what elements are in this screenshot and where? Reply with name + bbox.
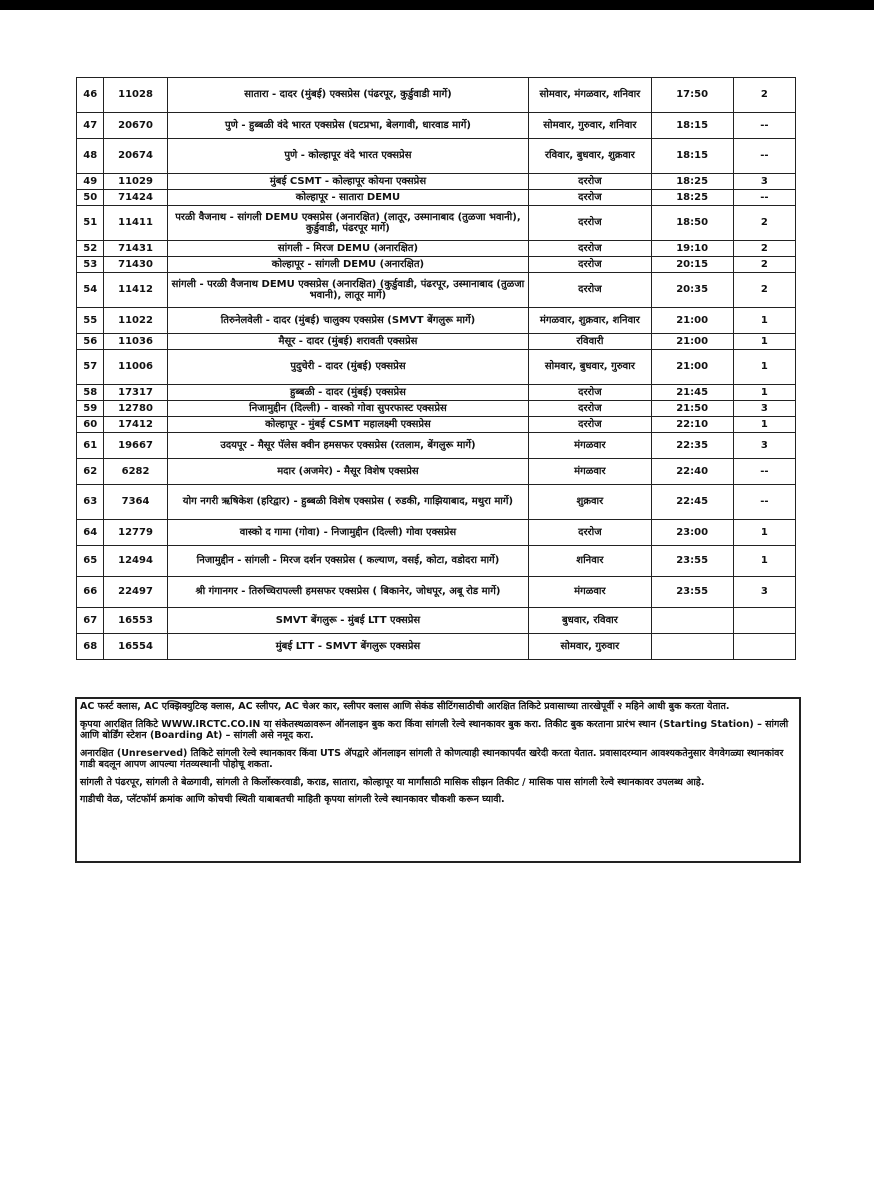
train-number: 71430 xyxy=(104,257,167,273)
train-name: निजामुद्दीन (दिल्ली) - वास्को गोवा सुपरफास्ट एक्सप्रेस xyxy=(167,401,529,417)
train-number: 12494 xyxy=(104,546,167,577)
table-row xyxy=(77,113,796,139)
running-days: मंगळवार xyxy=(529,577,651,608)
platform-number: -- xyxy=(733,139,795,174)
row-serial: 49 xyxy=(77,174,104,190)
departure-time: 23:55 xyxy=(651,546,733,577)
running-days: बुधवार, रविवार xyxy=(529,608,651,634)
train-schedule-table xyxy=(76,77,796,660)
departure-time: 18:25 xyxy=(651,190,733,206)
table-row xyxy=(77,190,796,206)
train-number: 22497 xyxy=(104,577,167,608)
table-row xyxy=(77,273,796,308)
train-name: कोल्हापूर - मुंबई CSMT महालक्ष्मी एक्सप्रेस xyxy=(167,417,529,433)
departure-time: 21:00 xyxy=(651,334,733,350)
note-advance-booking: AC फर्स्ट क्लास, AC एक्झिक्युटिव्ह क्लास, AC स्लीपर, AC चेअर कार, स्लीपर क्लास आणि सेकंड सीटिंगसाठीची आरक्षित तिकिटे प्रवासाच्या तारखेपूर्वी २ महिने आधी बुक करता येतात. xyxy=(80,701,730,712)
row-serial: 65 xyxy=(77,546,104,577)
running-days: दररोज xyxy=(529,520,651,546)
departure-time xyxy=(651,634,733,660)
train-number: 20674 xyxy=(104,139,167,174)
row-serial: 51 xyxy=(77,206,104,241)
train-name: मैसूर - दादर (मुंबई) शरावती एक्सप्रेस xyxy=(167,334,529,350)
platform-number: 2 xyxy=(733,78,795,113)
row-serial: 48 xyxy=(77,139,104,174)
platform-number: 3 xyxy=(733,174,795,190)
table-row xyxy=(77,401,796,417)
train-name: योग नगरी ऋषिकेश (हरिद्वार) - हुब्बळी विशेष एक्सप्रेस ( रुडकी, गाझियाबाद, मथुरा मार्गे) xyxy=(167,485,529,520)
departure-time: 17:50 xyxy=(651,78,733,113)
running-days: सोमवार, मंगळवार, शनिवार xyxy=(529,78,651,113)
departure-time: 19:10 xyxy=(651,241,733,257)
row-serial: 57 xyxy=(77,350,104,385)
departure-time: 21:00 xyxy=(651,308,733,334)
platform-number xyxy=(733,608,795,634)
row-serial: 68 xyxy=(77,634,104,660)
running-days: सोमवार, गुरुवार, शनिवार xyxy=(529,113,651,139)
running-days: दररोज xyxy=(529,257,651,273)
running-days: मंगळवार, शुक्रवार, शनिवार xyxy=(529,308,651,334)
top-edge-bar xyxy=(0,0,874,10)
train-number: 12780 xyxy=(104,401,167,417)
train-name: पुणे - कोल्हापूर वंदे भारत एक्सप्रेस xyxy=(167,139,529,174)
note-unreserved: अनारक्षित (Unreserved) तिकिटे सांगली रेल्वे स्थानकावर किंवा UTS ॲपद्वारे ऑनलाइन सांगली ते कोणत्याही स्थानकापर्यंत खरेदी करता येतात. प्रवासादरम्यान आवश्यकतेनुसार वेगवेगळ्या स्थानकांवर गाडी बदलून आपण आपल्या गंतव्यस्थानी पोहोचू शकता. xyxy=(80,747,784,771)
train-name: सांगली - मिरज DEMU (अनारक्षित) xyxy=(167,241,529,257)
departure-time: 23:55 xyxy=(651,577,733,608)
table-row xyxy=(77,546,796,577)
train-number: 16553 xyxy=(104,608,167,634)
running-days: मंगळवार xyxy=(529,459,651,485)
departure-time: 20:15 xyxy=(651,257,733,273)
train-number: 7364 xyxy=(104,485,167,520)
train-number: 12779 xyxy=(104,520,167,546)
row-serial: 54 xyxy=(77,273,104,308)
departure-time: 18:50 xyxy=(651,206,733,241)
table-row xyxy=(77,520,796,546)
running-days: शनिवार xyxy=(529,546,651,577)
train-number: 16554 xyxy=(104,634,167,660)
row-serial: 64 xyxy=(77,520,104,546)
platform-number: 1 xyxy=(733,385,795,401)
platform-number: -- xyxy=(733,113,795,139)
train-name: परळी वैजनाथ - सांगली DEMU एक्सप्रेस (अनारक्षित) (लातूर, उस्मानाबाद (तुळजा भवानी), कुर्डुवाडी, पंढरपूर मार्गे) xyxy=(167,206,529,241)
train-number: 71424 xyxy=(104,190,167,206)
note-online-booking: कृपया आरक्षित तिकिटे WWW.IRCTC.CO.IN या संकेतस्थळावरून ऑनलाइन बुक करा किंवा सांगली रेल्वे स्थानकावर बुक करा. तिकीट बुक करताना प्रारंभ स्थान (Starting Station) – सांगली आणि बोर्डिंग स्टेशन (Boarding At) – सांगली असे नमूद करा. xyxy=(80,718,789,742)
platform-number: 2 xyxy=(733,273,795,308)
train-name: सातारा - दादर (मुंबई) एक्सप्रेस (पंढरपूर, कुर्डुवाडी मार्गे) xyxy=(167,78,529,113)
running-days: सोमवार, बुधवार, गुरुवार xyxy=(529,350,651,385)
running-days: दररोज xyxy=(529,241,651,257)
running-days: दररोज xyxy=(529,190,651,206)
platform-number: 2 xyxy=(733,241,795,257)
running-days: दररोज xyxy=(529,417,651,433)
table-row xyxy=(77,385,796,401)
row-serial: 50 xyxy=(77,190,104,206)
running-days: दररोज xyxy=(529,206,651,241)
departure-time: 22:45 xyxy=(651,485,733,520)
table-row xyxy=(77,241,796,257)
train-name: कोल्हापूर - सातारा DEMU xyxy=(167,190,529,206)
train-name: हुब्बळी - दादर (मुंबई) एक्सप्रेस xyxy=(167,385,529,401)
row-serial: 67 xyxy=(77,608,104,634)
row-serial: 56 xyxy=(77,334,104,350)
row-serial: 53 xyxy=(77,257,104,273)
train-number: 71431 xyxy=(104,241,167,257)
table-row xyxy=(77,78,796,113)
train-name: पुणे - हुब्बळी वंदे भारत एक्सप्रेस (घटप्रभा, बेलगावी, धारवाड मार्गे) xyxy=(167,113,529,139)
departure-time: 23:00 xyxy=(651,520,733,546)
row-serial: 59 xyxy=(77,401,104,417)
row-serial: 66 xyxy=(77,577,104,608)
row-serial: 46 xyxy=(77,78,104,113)
platform-number: 1 xyxy=(733,334,795,350)
train-number: 11006 xyxy=(104,350,167,385)
table-row xyxy=(77,206,796,241)
row-serial: 47 xyxy=(77,113,104,139)
running-days: सोमवार, गुरुवार xyxy=(529,634,651,660)
running-days: दररोज xyxy=(529,401,651,417)
running-days: रविवारी xyxy=(529,334,651,350)
departure-time: 18:25 xyxy=(651,174,733,190)
table-row xyxy=(77,577,796,608)
table-row xyxy=(77,174,796,190)
train-number: 19667 xyxy=(104,433,167,459)
departure-time: 21:50 xyxy=(651,401,733,417)
running-days: दररोज xyxy=(529,174,651,190)
running-days: रविवार, बुधवार, शुक्रवार xyxy=(529,139,651,174)
train-name: उदयपूर - मैसूर पॅलेस क्वीन हमसफर एक्सप्रेस (रतलाम, बेंगलुरू मार्गे) xyxy=(167,433,529,459)
train-number: 11036 xyxy=(104,334,167,350)
departure-time: 22:10 xyxy=(651,417,733,433)
train-name: तिरुनेलवेली - दादर (मुंबई) चालुक्य एक्सप्रेस (SMVT बेंगलुरू मार्गे) xyxy=(167,308,529,334)
note-season-ticket: सांगली ते पंढरपूर, सांगली ते बेळगावी, सांगली ते किर्लोस्करवाडी, कराड, सातारा, कोल्हापूर या मार्गांसाठी मासिक सीझन तिकीट / मासिक पास सांगली रेल्वे स्थानकावर उपलब्ध आहे. xyxy=(80,776,705,788)
departure-time: 21:00 xyxy=(651,350,733,385)
train-name: मुंबई LTT - SMVT बेंगलुरू एक्सप्रेस xyxy=(167,634,529,660)
table-row xyxy=(77,139,796,174)
platform-number: 1 xyxy=(733,350,795,385)
running-days: दररोज xyxy=(529,273,651,308)
platform-number: -- xyxy=(733,190,795,206)
departure-time: 21:45 xyxy=(651,385,733,401)
platform-number: 1 xyxy=(733,546,795,577)
running-days: मंगळवार xyxy=(529,433,651,459)
train-name: वास्को द गामा (गोवा) - निजामुद्दीन (दिल्ली) गोवा एक्सप्रेस xyxy=(167,520,529,546)
departure-time xyxy=(651,608,733,634)
train-name: SMVT बेंगलुरू - मुंबई LTT एक्सप्रेस xyxy=(167,608,529,634)
running-days: शुक्रवार xyxy=(529,485,651,520)
train-number: 11029 xyxy=(104,174,167,190)
platform-number: -- xyxy=(733,485,795,520)
train-name: कोल्हापूर - सांगली DEMU (अनारक्षित) xyxy=(167,257,529,273)
platform-number: 3 xyxy=(733,433,795,459)
train-name: श्री गंगानगर - तिरुच्चिरापल्ली हमसफर एक्सप्रेस ( बिकानेर, जोधपूर, अबू रोड मार्गे) xyxy=(167,577,529,608)
platform-number: 2 xyxy=(733,257,795,273)
platform-number xyxy=(733,634,795,660)
platform-number: 1 xyxy=(733,417,795,433)
train-name: मुंबई CSMT - कोल्हापूर कोयना एक्सप्रेस xyxy=(167,174,529,190)
row-serial: 52 xyxy=(77,241,104,257)
platform-number: 3 xyxy=(733,401,795,417)
table-row xyxy=(77,334,796,350)
row-serial: 63 xyxy=(77,485,104,520)
row-serial: 55 xyxy=(77,308,104,334)
train-number: 17412 xyxy=(104,417,167,433)
platform-number: 1 xyxy=(733,308,795,334)
table-row xyxy=(77,417,796,433)
table-row xyxy=(77,459,796,485)
row-serial: 62 xyxy=(77,459,104,485)
train-name: मदार (अजमेर) - मैसूर विशेष एक्सप्रेस xyxy=(167,459,529,485)
running-days: दररोज xyxy=(529,385,651,401)
table-row xyxy=(77,608,796,634)
table-row xyxy=(77,485,796,520)
train-name: पुदुचेरी - दादर (मुंबई) एक्सप्रेस xyxy=(167,350,529,385)
row-serial: 61 xyxy=(77,433,104,459)
platform-number: -- xyxy=(733,459,795,485)
train-name: निजामुद्दीन - सांगली - मिरज दर्शन एक्सप्रेस ( कल्याण, वसई, कोटा, वडोदरा मार्गे) xyxy=(167,546,529,577)
train-number: 11411 xyxy=(104,206,167,241)
departure-time: 18:15 xyxy=(651,139,733,174)
train-number: 11028 xyxy=(104,78,167,113)
table-row xyxy=(77,308,796,334)
platform-number: 2 xyxy=(733,206,795,241)
platform-number: 3 xyxy=(733,577,795,608)
platform-number: 1 xyxy=(733,520,795,546)
table-row xyxy=(77,350,796,385)
table-row xyxy=(77,257,796,273)
train-number: 20670 xyxy=(104,113,167,139)
train-number: 6282 xyxy=(104,459,167,485)
train-number: 17317 xyxy=(104,385,167,401)
departure-time: 20:35 xyxy=(651,273,733,308)
table-row xyxy=(77,433,796,459)
table-row xyxy=(77,634,796,660)
train-number: 11412 xyxy=(104,273,167,308)
row-serial: 58 xyxy=(77,385,104,401)
train-name: सांगली - परळी वैजनाथ DEMU एक्सप्रेस (अनारक्षित) (कुर्डुवाडी, पंढरपूर, उस्मानाबाद (तुळजा भवानी), लातूर मार्गे) xyxy=(167,273,529,308)
notes-box xyxy=(75,697,801,863)
note-enquiry: गाडीची वेळ, प्लॅटफॉर्म क्रमांक आणि कोचची स्थिती याबाबतची माहिती कृपया सांगली रेल्वे स्थानकावर चौकशी करून घ्यावी. xyxy=(80,794,505,806)
departure-time: 22:35 xyxy=(651,433,733,459)
departure-time: 18:15 xyxy=(651,113,733,139)
departure-time: 22:40 xyxy=(651,459,733,485)
train-number: 11022 xyxy=(104,308,167,334)
row-serial: 60 xyxy=(77,417,104,433)
